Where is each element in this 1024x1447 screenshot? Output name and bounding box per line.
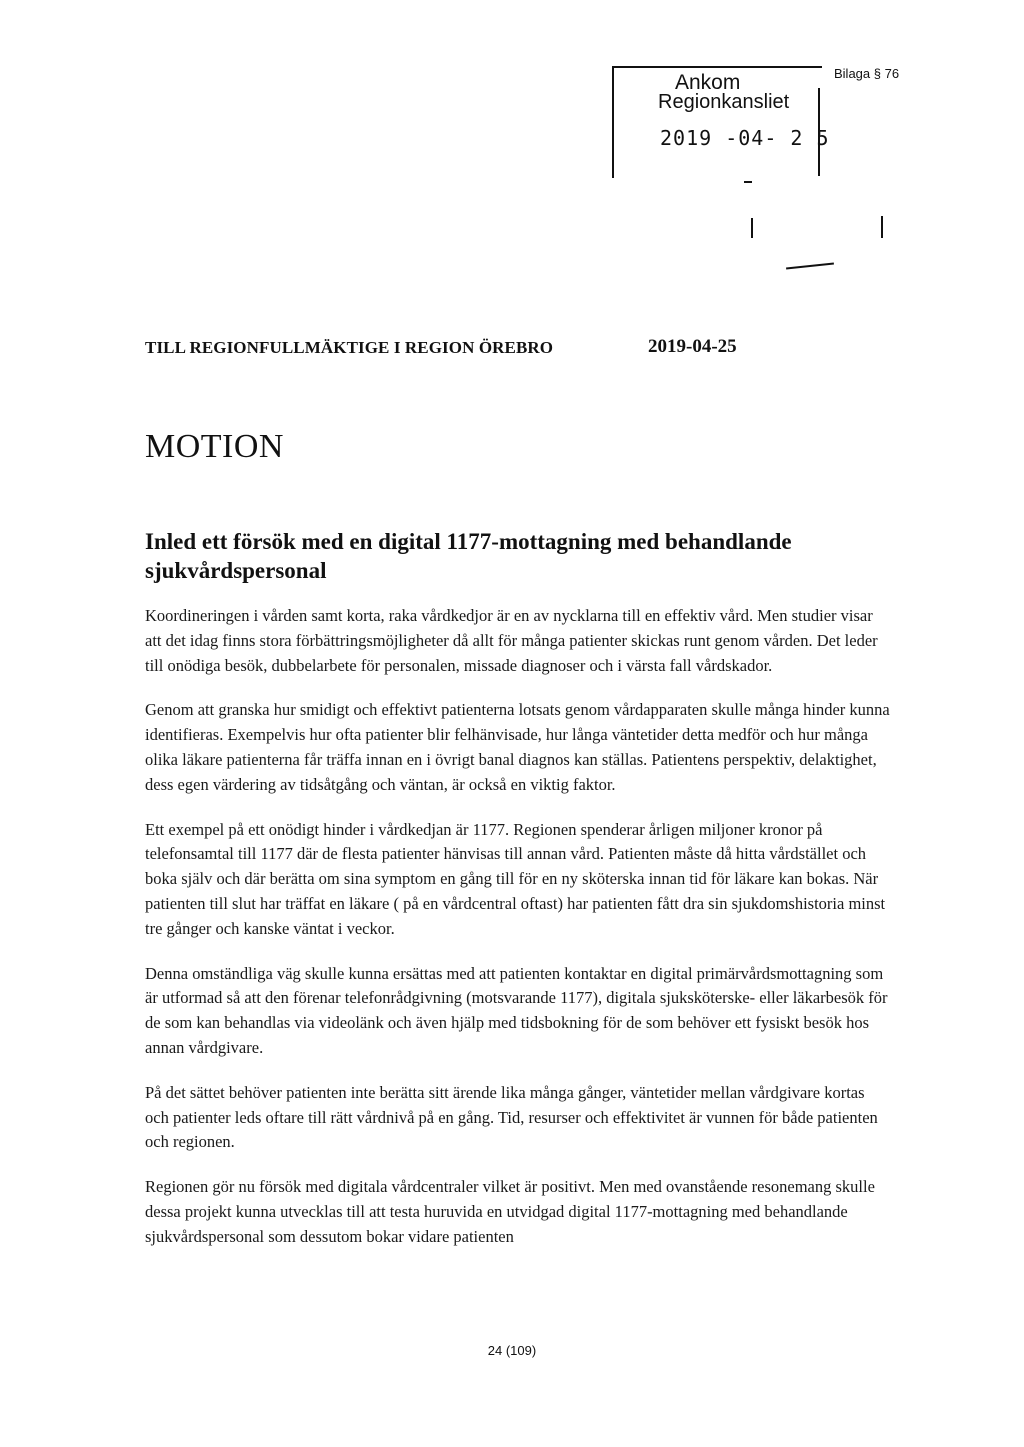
motion-title: Inled ett försök med en digital 1177-mottagning med behandlande sjukvårdspersonal (145, 529, 792, 583)
paragraph: Regionen gör nu försök med digitala vårdcentraler vilket är positivt. Men med ovanstående resonemang skulle dessa projekt kunna utvecklas till att testa huruvida en utvidgad digital 1177-mottagning med behandlande sjukvårdspersonal som dessutom bokar vidare patienten (145, 1177, 875, 1246)
scan-mark (786, 262, 834, 269)
stamp-office-label: Regionkansliet (658, 91, 790, 113)
paragraph: Ett exempel på ett onödigt hinder i vårdkedjan är 1177. Regionen spenderar årligen miljoner kronor på telefonsamtal till 1177 där de flesta patienter hänvisas till annan vård. Patienten måste då hitta vårdstället och boka själv och där berätta om sina symptom en gång till för en ny sköterska innan tid för läkare kan bokas. När patienten till slut har träffat en läkare ( på en vårdcentral oftast) har patienten fått dra sin sjukdomshistoria minst tre gånger och kanske väntat i veckor. (145, 819, 886, 938)
stamp-received-label: Ankom (675, 71, 741, 94)
paragraph: Genom att granska hur smidigt och effektivt patienterna lotsats genom vårdapparaten skulle många hinder kunna identifieras. Exempelvis hur ofta patienter blir felhänvisade, hur långa väntetider detta medför och hur många olika läkare patienterna får träffa innan en i övrigt banal diagnos kan ställas. Patientens perspektiv, delaktighet, dess egen värdering av tidsåtgång och väntan, är också en viktig faktor. (145, 700, 890, 794)
document-date: 2019-04-25 (648, 336, 737, 357)
recipient-heading: TILL REGIONFULLMÄKTIGE I REGION ÖREBRO (145, 338, 554, 357)
document-type-heading: MOTION (145, 428, 284, 465)
paragraph: Koordineringen i vården samt korta, raka vårdkedjor är en av nycklarna till en effektiv vård. Men studier visar att det idag finns stora förbättringsmöjligheter då allt för många patienter skickas runt genom vården. Det leder till onödiga besök, dubbelarbete för personalen, missade diagnoser och i värsta fall vårdskador. (145, 606, 878, 675)
motion-body (145, 604, 890, 1270)
scan-mark (881, 216, 883, 238)
stamp-date: 2019 -04- 2 5 (660, 126, 830, 150)
page-number: 24 (109) (487, 1343, 537, 1358)
scan-mark (744, 181, 752, 183)
appendix-label: Bilaga § 76 (834, 66, 900, 81)
paragraph: På det sättet behöver patienten inte berätta sitt ärende lika många gånger, väntetider mellan vårdgivare kortas och patienter leds oftare till rätt vårdnivå på en gång. Tid, resurser och effektivitet är vunnen för både patienten och regionen. (145, 1082, 878, 1152)
paragraph: Denna omständliga väg skulle kunna ersättas med att patienten kontaktar en digital primärvårdsmottagning som är utformad så att den förenar telefonrådgivning (motsvarande 1177), digitala sjuksköterske- eller läkarbesök för de som kan behandlas via videolänk och även hjälp med tidsbokning för de som behöver ett fysiskt besök hos annan vårdgivare. (145, 963, 888, 1057)
scan-mark (751, 218, 753, 238)
